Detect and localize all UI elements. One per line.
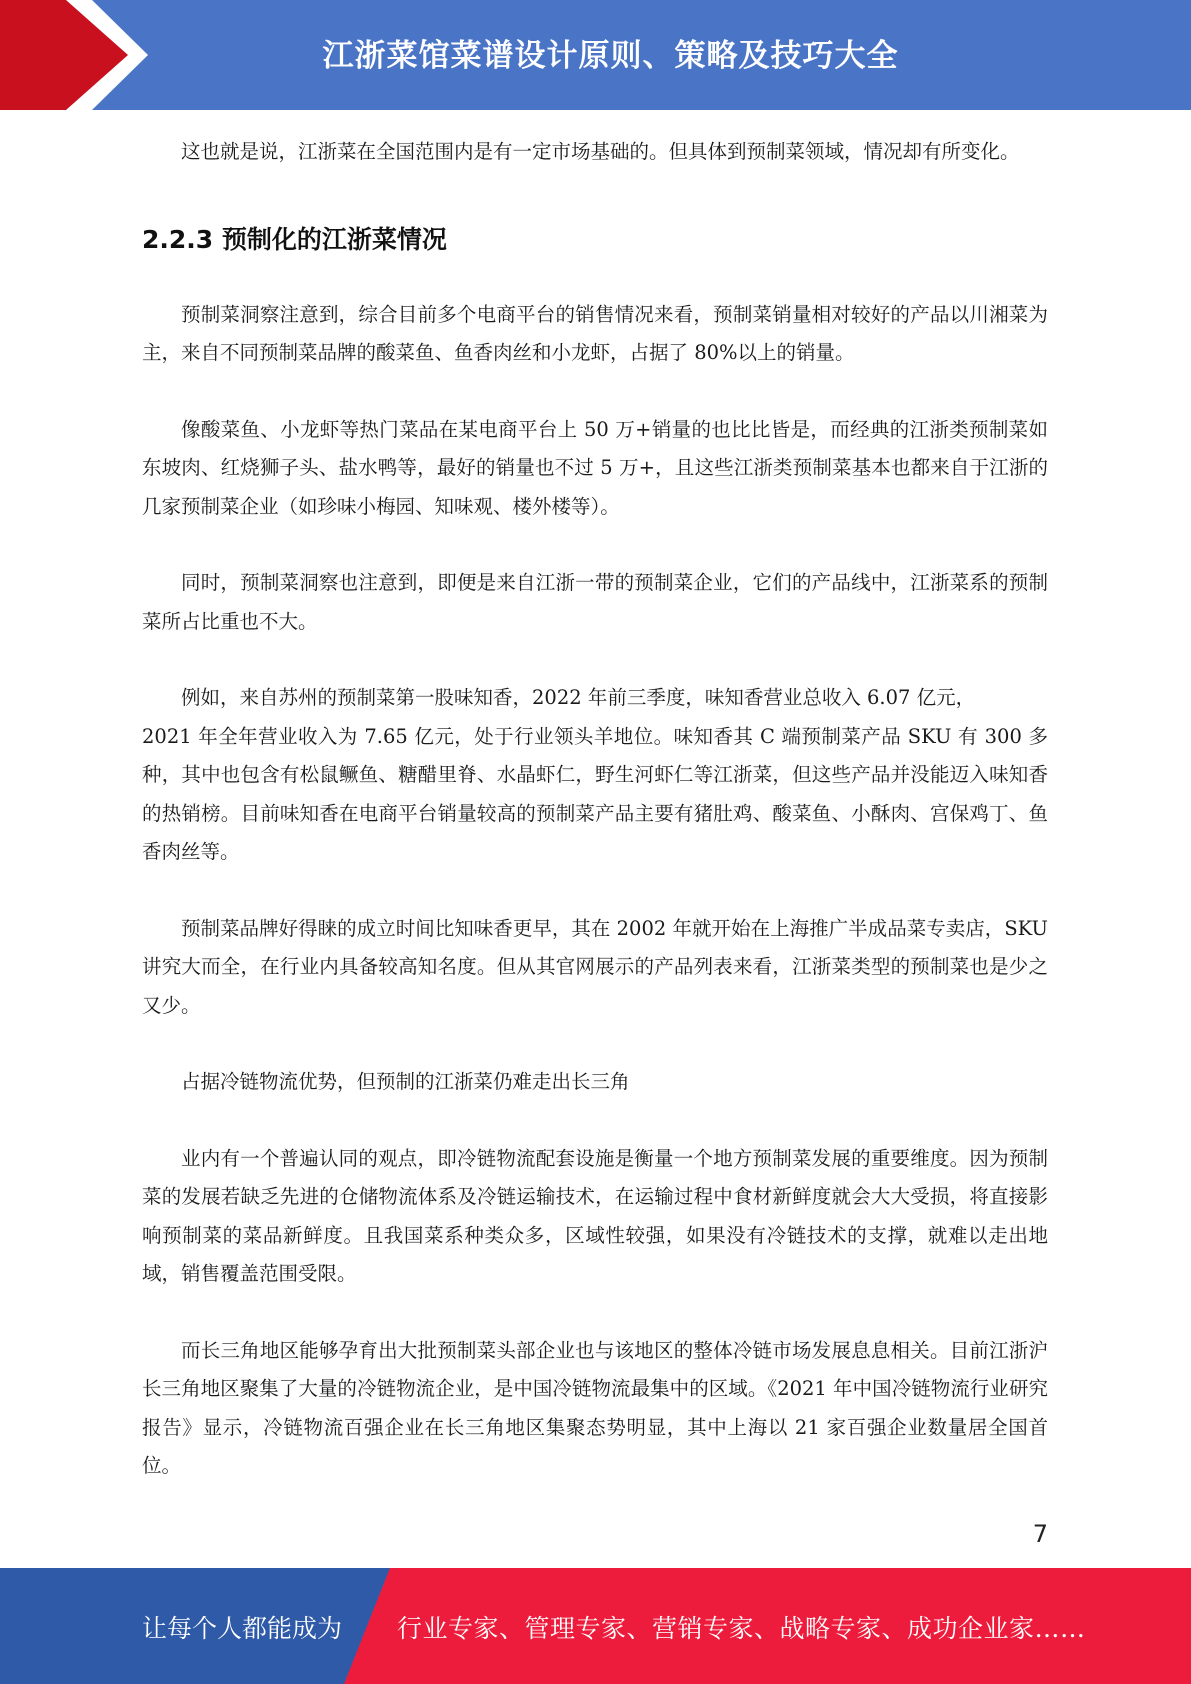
page-number: 7	[1032, 1520, 1048, 1548]
footer-slogan-left: 让每个人都能成为	[142, 1614, 343, 1643]
paragraph-6: 预制菜品牌好得睐的成立时间比知味香更早，其在 2002 年就开始在上海推广半成品菜专卖店，SKU 讲究大而全，在行业内具备较高知名度。但从其官网展示的产品列表来看，江浙菜类型的预制菜也是少之又少。	[142, 916, 1048, 1017]
page-footer	[0, 1568, 1191, 1684]
document-title: 江浙菜馆菜谱设计原则、策略及技巧大全	[322, 38, 899, 74]
footer-slogan-right: 行业专家、管理专家、营销专家、战略专家、成功企业家……	[397, 1614, 1086, 1643]
paragraph-4: 同时，预制菜洞察也注意到，即便是来自江浙一带的预制菜企业，它们的产品线中，江浙菜系的预制菜所占比重也不大。	[142, 571, 1048, 633]
paragraph-5: 例如，来自苏州的预制菜第一股味知香，2022 年前三季度，味知香营业总收入 6.07 亿元， 2021 年全年营业收入为 7.65 亿元，处于行业领头羊地位。味知香其 C 端预制菜产品 SKU 有 300 多种，其中也包含有松鼠鳜鱼、糖醋里脊、水晶虾仁，野生河虾仁等江浙菜，但这些产品并没能迈入味知香的热销榜。目前味知香在电商平台销量较高的预制菜产品主要有猪肚鸡、酸菜鱼、小酥肉、宫保鸡丁、鱼香肉丝等。	[142, 686, 1048, 863]
paragraph-1: 这也就是说，江浙菜在全国范围内是有一定市场基础的。但具体到预制菜领域，情况却有所变化。	[181, 140, 1020, 163]
paragraph-9: 而长三角地区能够孕育出大批预制菜头部企业也与该地区的整体冷链市场发展息息相关。目前江浙沪长三角地区聚集了大量的冷链物流企业，是中国冷链物流最集中的区域。《2021 年中国冷链物流行业研究报告》显示，冷链物流百强企业在长三角地区集聚态势明显，其中上海以 21 家百强企业数量居全国首位。	[142, 1338, 1048, 1477]
subheading-paragraph: 占据冷链物流优势，但预制的江浙菜仍难走出长三角	[181, 1070, 630, 1093]
paragraph-8: 业内有一个普遍认同的观点，即冷链物流配套设施是衡量一个地方预制菜发展的重要维度。因为预制菜的发展若缺乏先进的仓储物流体系及冷链运输技术，在运输过程中食材新鲜度就会大大受损，将直接影响预制菜的菜品新鲜度。且我国菜系种类众多，区域性较强，如果没有冷链技术的支撑，就难以走出地域，销售覆盖范围受限。	[142, 1146, 1048, 1285]
paragraph-2: 预制菜洞察注意到，综合目前多个电商平台的销售情况来看，预制菜销量相对较好的产品以川湘菜为主，来自不同预制菜品牌的酸菜鱼、鱼香肉丝和小龙虾，占据了 80%以上的销量。	[142, 302, 1048, 364]
document-body	[142, 133, 1048, 1524]
section-heading: 2.2.3 预制化的江浙菜情况	[142, 224, 447, 254]
page-header	[0, 0, 1191, 110]
paragraph-3: 像酸菜鱼、小龙虾等热门菜品在某电商平台上 50 万+销量的也比比皆是，而经典的江浙类预制菜如东坡肉、红烧狮子头、盐水鸭等，最好的销量也不过 5 万+，且这些江浙类预制菜基本也都来自于江浙的几家预制菜企业（如珍味小梅园、知味观、楼外楼等）。	[142, 417, 1048, 518]
